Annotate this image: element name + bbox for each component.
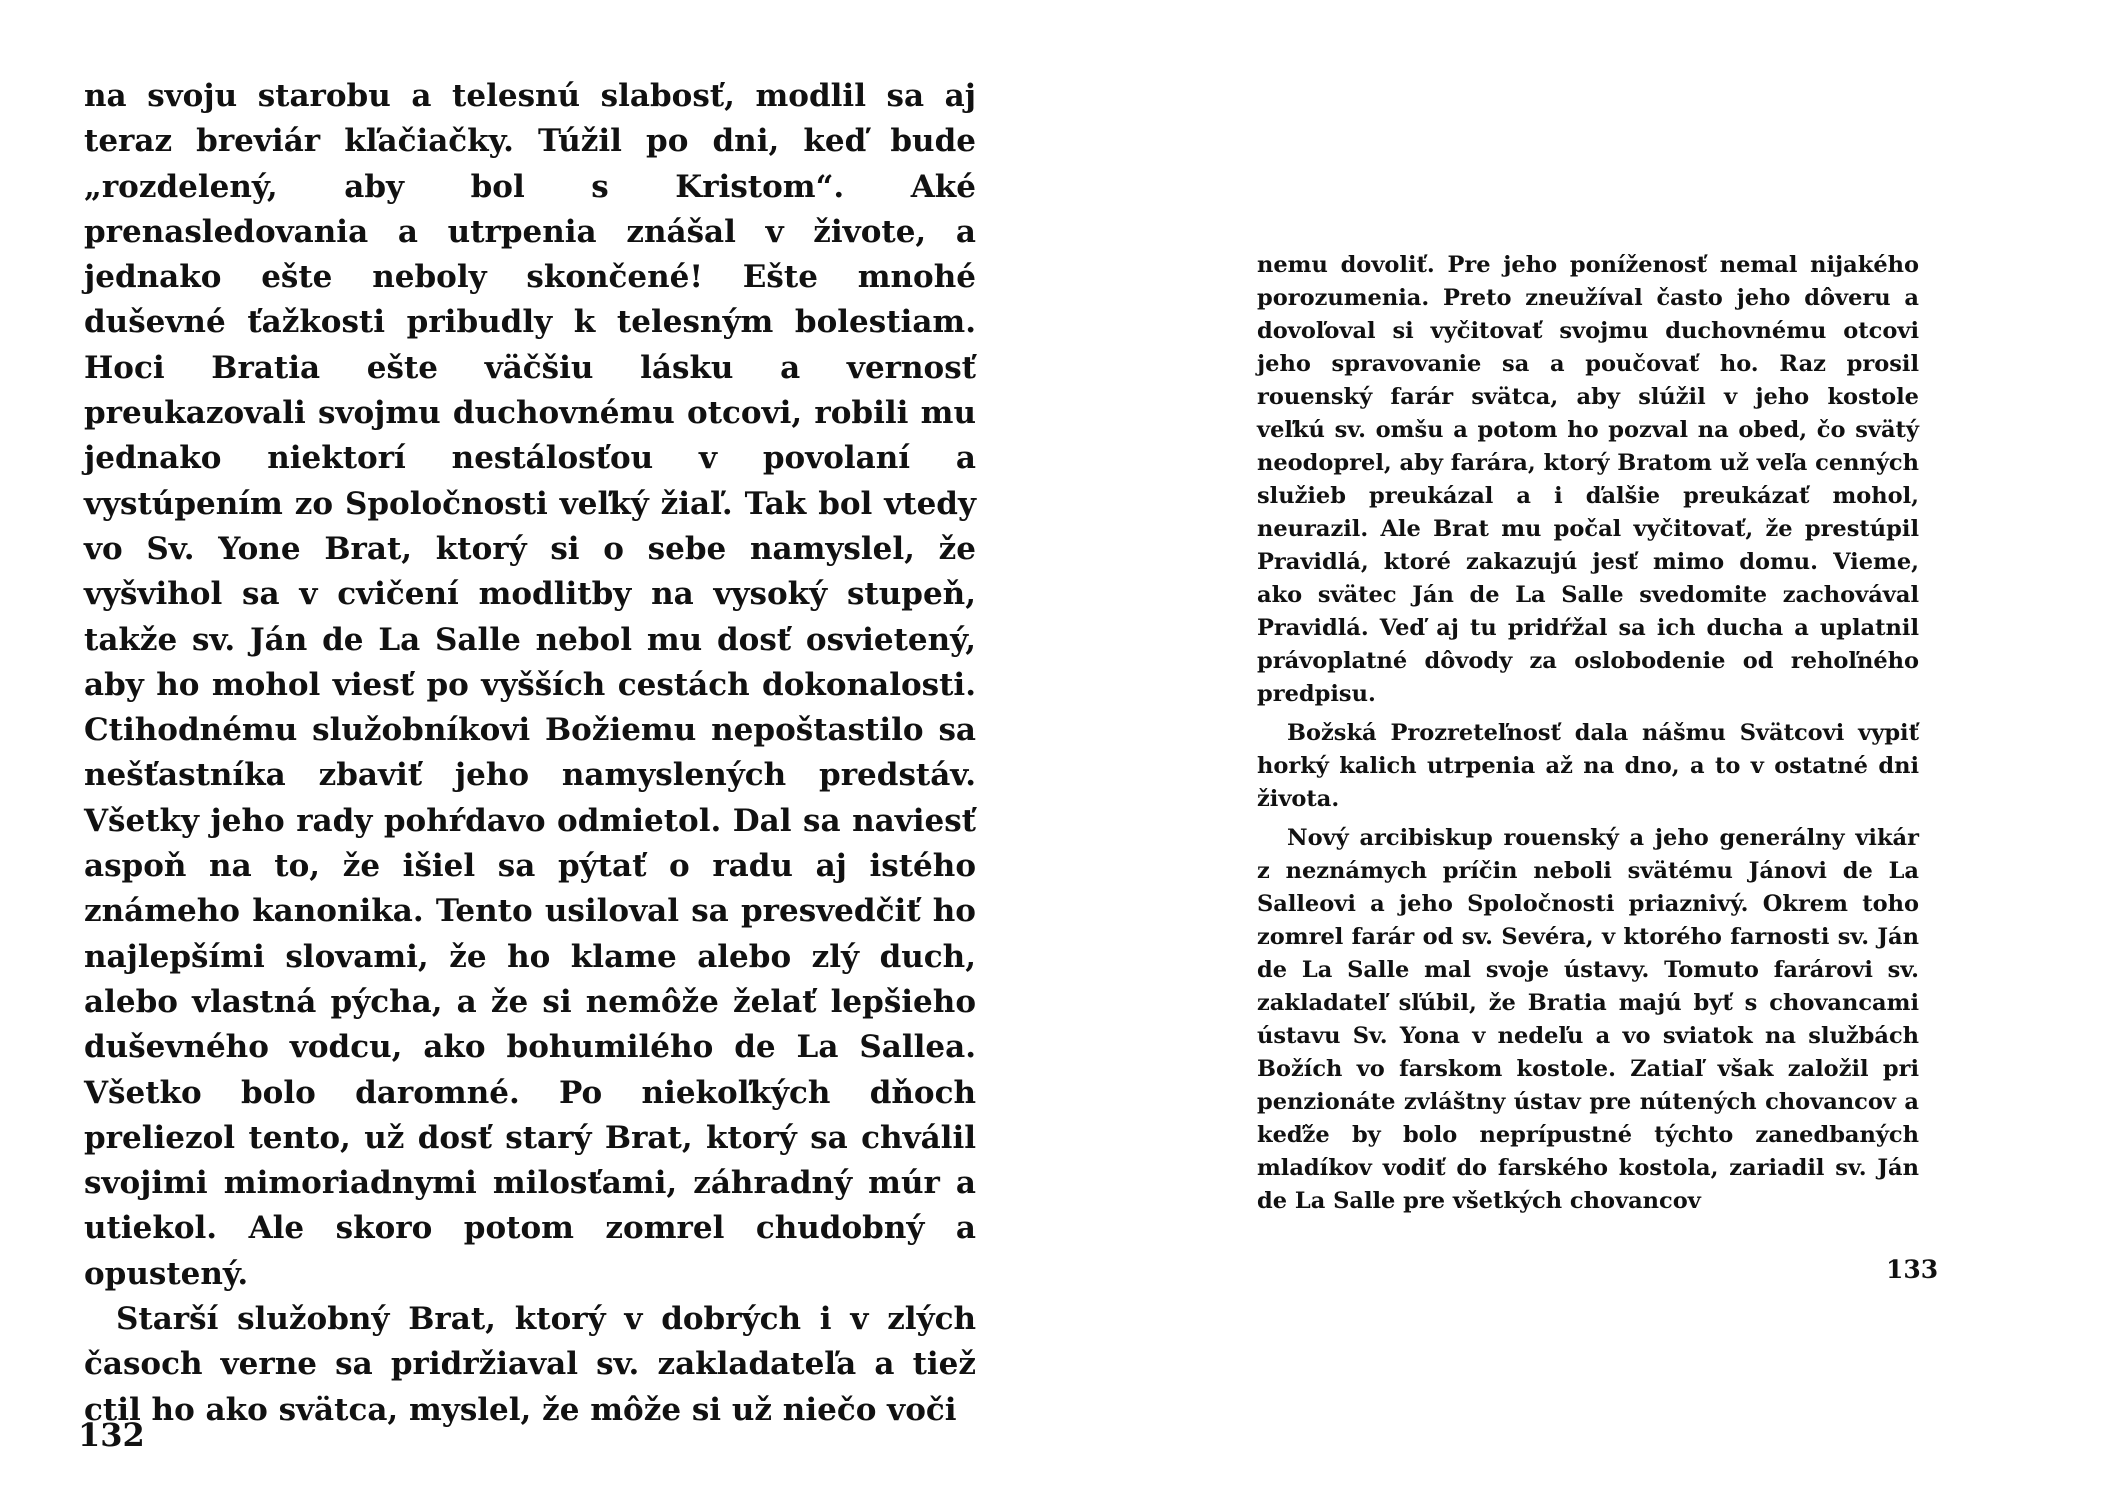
right-page-number: 133 [1886, 1255, 1939, 1284]
right-page [1054, 0, 2108, 1500]
right-page-text [1257, 249, 1919, 1224]
left-page-number: 132 [78, 1416, 145, 1454]
left-paragraph-1: na svoju starobu a telesnú slabosť, modlil sa aj teraz breviár kľačiačky. Túžil po dni, keď bude „rozdelený, aby bol s Kristom“. Aké prenasledovania a utrpenia znášal v živote, a jednako ešte neboly skončené! Ešte mnohé duševné ťažkosti pribudly k telesným bolestiam. Hoci Bratia ešte väčšiu lásku a vernosť preukazovali svojmu duchovnému otcovi, robili mu jednako niektorí nestálosťou v povolaní a vystúpením zo Spoločnosti veľký žiaľ. Tak bol vtedy vo Sv. Yone Brat, ktorý si o sebe namyslel, že vyšvihol sa v cvičení modlitby na vysoký stupeň, takže sv. Ján de La Salle nebol mu dosť osvietený, aby ho mohol viesť po vyšších cestách dokonalosti. Ctihodnému služobníkovi Božiemu nepoštastilo sa nešťastníka zbaviť jeho namyslených predstáv. Všetky jeho rady pohŕdavo odmietol. Dal sa naviesť aspoň na to, že išiel sa pýtať o radu aj istého známeho kanonika. Tento usiloval sa presvedčiť ho najlepšími slovami, že ho klame alebo zlý duch, alebo vlastná pýcha, a že si nemôže želať lepšieho duševného vodcu, ako bohumilého de La Sallea. Všetko bolo daromné. Po niekoľkých dňoch preliezol tento, už dosť starý Brat, ktorý sa chválil svojimi mimoriadnymi milosťami, záhradný múr a utiekol. Ale skoro potom zomrel chudobný a opustený. [84, 78, 976, 1292]
right-paragraph-1: nemu dovoliť. Pre jeho poníženosť nemal nijakého porozumenia. Preto zneužíval často jeho dôveru a dovoľoval si vyčitovať svojmu duchovnému otcovi jeho spravovanie sa a poučovať ho. Raz prosil rouenský farár svätca, aby slúžil v jeho kostole veľkú sv. omšu a potom ho pozval na obed, čo svätý neodoprel, aby farára, ktorý Bratom už veľa cenných služieb preukázal a i ďalšie preukázať mohol, neurazil. Ale Brat mu počal vyčitovať, že prestúpil Pravidlá, ktoré zakazujú jesť mimo domu. Vieme, ako svätec Ján de La Salle svedomite zachovával Pravidlá. Veď aj tu pridŕžal sa ich ducha a uplatnil právoplatné dôvody za oslobodenie od rehoľného predpisu. [1257, 252, 1919, 707]
right-paragraph-2: Božská Prozreteľnosť dala nášmu Svätcovi vypiť horký kalich utrpenia až na dno, a to v ostatné dni života. [1257, 720, 1919, 812]
left-page-text [84, 74, 976, 1433]
left-paragraph-2: Starší služobný Brat, ktorý v dobrých i v zlých časoch verne sa pridržiaval sv. zakladateľa a tiež ctil ho ako svätca, myslel, že môže si už niečo voči [84, 1301, 976, 1428]
right-paragraph-3: Nový arcibiskup rouenský a jeho generálny vikár z neznámych príčin neboli svätému Jánovi de La Salleovi a jeho Spoločnosti priaznivý. Okrem toho zomrel farár od sv. Sevéra, v ktorého farnosti sv. Ján de La Salle mal svoje ústavy. Tomuto farárovi sv. zakladateľ sľúbil, že Bratia majú byť s chovancami ústavu Sv. Yona v nedeľu a vo sviatok na službách Božích vo farskom kostole. Zatiaľ však založil pri penzionáte zvláštny ústav pre nútených chovancov a keďže by bolo neprípustné týchto zanedbaných mladíkov vodiť do farského kostola, zariadil sv. Ján de La Salle pre všetkých chovancov [1257, 825, 1919, 1214]
